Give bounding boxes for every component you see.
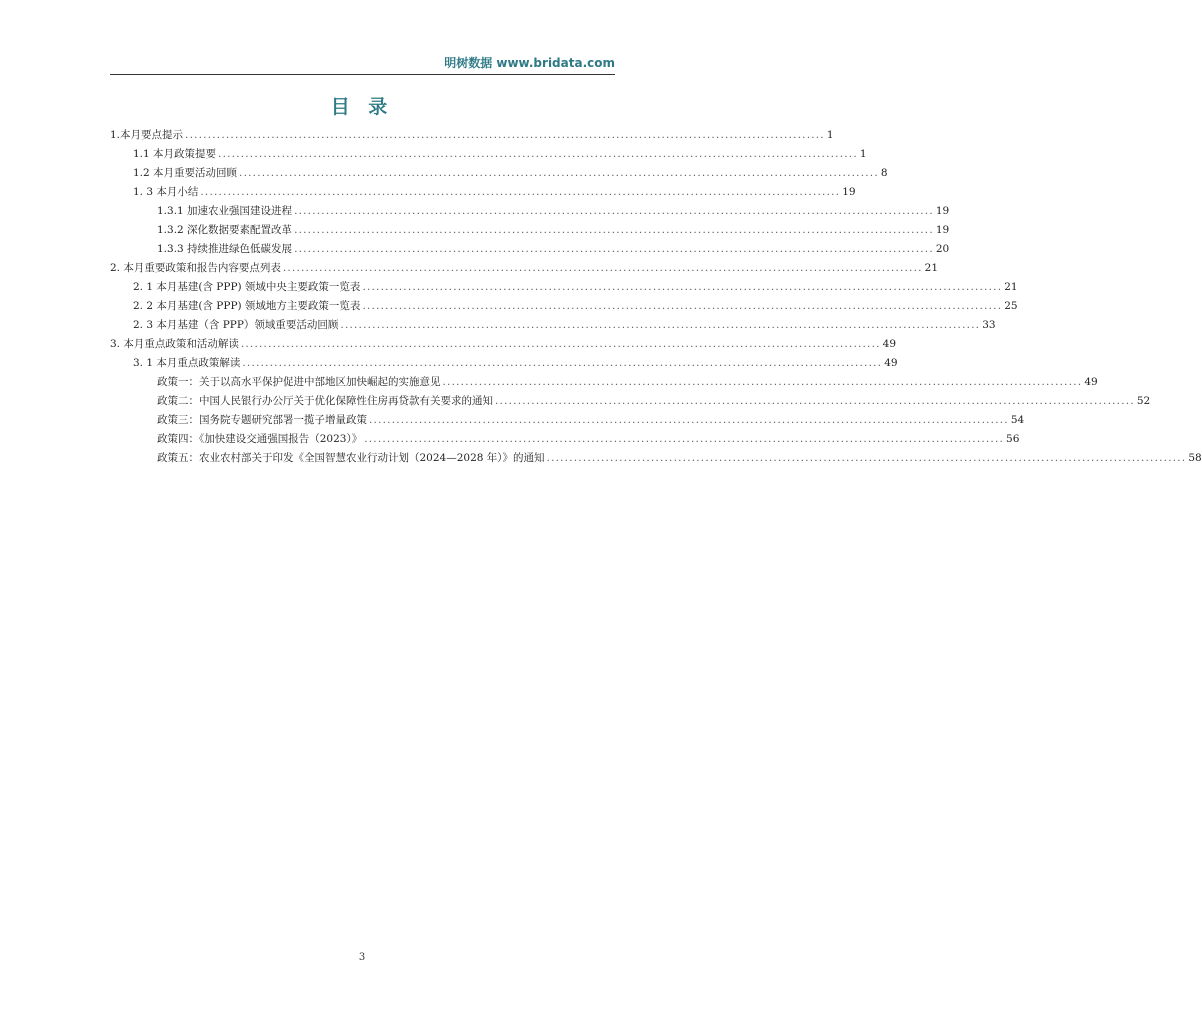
toc-entry-label: 1.本月要点提示 bbox=[110, 129, 184, 141]
toc-leader-dots: ............................................................................................................................................. bbox=[294, 224, 934, 236]
toc-entry-page: 20 bbox=[935, 243, 950, 255]
toc-entry[interactable] bbox=[157, 392, 1151, 408]
header-brand: 明树数据 www.bridata.com bbox=[444, 56, 615, 70]
toc-entry-page: 49 bbox=[1084, 376, 1098, 388]
toc-entry-label: 2. 2 本月基建(含 PPP) 领域地方主要政策一览表 bbox=[133, 300, 361, 312]
toc-entry[interactable] bbox=[157, 202, 950, 218]
toc-entry-label: 政策五：农业农村部关于印发《全国智慧农业行动计划（2024—2028 年）》的通知 bbox=[157, 452, 545, 464]
toc-entry[interactable] bbox=[133, 183, 856, 199]
page-header bbox=[110, 52, 615, 75]
toc-entry-label: 政策三：国务院专题研究部署一揽子增量政策 bbox=[157, 414, 367, 426]
toc-leader-dots: ............................................................................................................................................. bbox=[200, 186, 841, 198]
toc-leader-dots: ............................................................................................................................................. bbox=[239, 167, 879, 179]
toc-entry[interactable] bbox=[157, 411, 1025, 427]
toc-leader-dots: ............................................................................................................................................. bbox=[362, 281, 1003, 293]
toc-leader-dots: ............................................................................................................................................. bbox=[340, 319, 981, 331]
toc-entry-label: 政策一：关于以高水平保护促进中部地区加快崛起的实施意见 bbox=[157, 376, 441, 388]
toc-title: 目 录 bbox=[330, 96, 394, 118]
toc-entry-page: 1 bbox=[859, 148, 867, 160]
toc-entry-label: 2. 3 本月基建（含 PPP）领域重要活动回顾 bbox=[133, 319, 339, 331]
toc-entry-page: 52 bbox=[1136, 395, 1151, 407]
toc-entry-page: 19 bbox=[935, 224, 950, 236]
toc-entry-label: 1. 3 本月小结 bbox=[133, 186, 199, 198]
toc-entry[interactable] bbox=[110, 335, 897, 351]
toc-leader-dots: ............................................................................................................................................. bbox=[185, 129, 825, 141]
toc-entry[interactable] bbox=[110, 259, 939, 275]
toc-entry[interactable] bbox=[133, 278, 1018, 294]
toc-entry[interactable] bbox=[110, 126, 834, 142]
toc-entry[interactable] bbox=[157, 430, 1020, 446]
toc-entry-page: 54 bbox=[1010, 414, 1025, 426]
toc-entry[interactable] bbox=[157, 221, 950, 237]
page-number: 3 bbox=[358, 952, 366, 963]
toc-entry-label: 1.3.2 深化数据要素配置改革 bbox=[157, 224, 293, 236]
toc-entry-label: 2. 1 本月基建(含 PPP) 领域中央主要政策一览表 bbox=[133, 281, 361, 293]
toc-leader-dots: ............................................................................................................................................. bbox=[546, 452, 1187, 464]
toc-leader-dots: ............................................................................................................................................. bbox=[240, 338, 881, 350]
toc-entry-page: 19 bbox=[842, 186, 856, 198]
toc-entry-page: 1 bbox=[826, 129, 834, 141]
toc-leader-dots: ............................................................................................................................................. bbox=[442, 376, 1083, 388]
toc-entry-page: 33 bbox=[982, 319, 996, 331]
toc-entry-page: 49 bbox=[882, 338, 897, 350]
toc-entry-label: 1.3.1 加速农业强国建设进程 bbox=[157, 205, 293, 217]
toc-entry-label: 1.3.3 持续推进绿色低碳发展 bbox=[157, 243, 293, 255]
toc-entry-page: 58 bbox=[1188, 452, 1202, 464]
toc-leader-dots: ............................................................................................................................................. bbox=[362, 300, 1003, 312]
toc-entry-label: 3. 本月重点政策和活动解读 bbox=[110, 338, 239, 350]
toc-entry-label: 2. 本月重要政策和报告内容要点列表 bbox=[110, 262, 281, 274]
toc-entry-page: 8 bbox=[880, 167, 888, 179]
toc-entry[interactable] bbox=[157, 449, 1202, 465]
toc-leader-dots: ............................................................................................................................................. bbox=[495, 395, 1135, 407]
toc-entry-page: 49 bbox=[884, 357, 898, 369]
toc-entry[interactable] bbox=[157, 240, 950, 256]
toc-entry-label: 1.1 本月政策提要 bbox=[133, 148, 217, 160]
toc-entry-label: 政策四：《加快建设交通强国报告（2023）》 bbox=[157, 433, 363, 445]
toc-entry[interactable] bbox=[133, 145, 867, 161]
toc-leader-dots: ............................................................................................................................................. bbox=[369, 414, 1009, 426]
toc-entry[interactable] bbox=[133, 164, 888, 180]
toc-leader-dots: ............................................................................................................................................. bbox=[294, 205, 934, 217]
toc-entry-page: 25 bbox=[1004, 300, 1018, 312]
toc-leader-dots: ............................................................................................................................................. bbox=[242, 357, 883, 369]
toc-entry[interactable] bbox=[157, 373, 1098, 389]
toc-entry[interactable] bbox=[133, 297, 1018, 313]
toc-entry-page: 56 bbox=[1006, 433, 1020, 445]
toc-entry-page: 21 bbox=[1004, 281, 1018, 293]
toc-leader-dots: ............................................................................................................................................. bbox=[364, 433, 1005, 445]
toc-entry[interactable] bbox=[133, 354, 898, 370]
toc-entry-label: 1.2 本月重要活动回顾 bbox=[133, 167, 238, 179]
toc-entry-label: 3. 1 本月重点政策解读 bbox=[133, 357, 241, 369]
toc-leader-dots: ............................................................................................................................................. bbox=[218, 148, 858, 160]
toc-entry-label: 政策二：中国人民银行办公厅关于优化保障性住房再贷款有关要求的通知 bbox=[157, 395, 493, 407]
toc-leader-dots: ............................................................................................................................................. bbox=[282, 262, 923, 274]
toc-entry-page: 19 bbox=[935, 205, 950, 217]
toc-leader-dots: ............................................................................................................................................. bbox=[294, 243, 934, 255]
toc-entry[interactable] bbox=[133, 316, 996, 332]
toc-entry-page: 21 bbox=[924, 262, 939, 274]
